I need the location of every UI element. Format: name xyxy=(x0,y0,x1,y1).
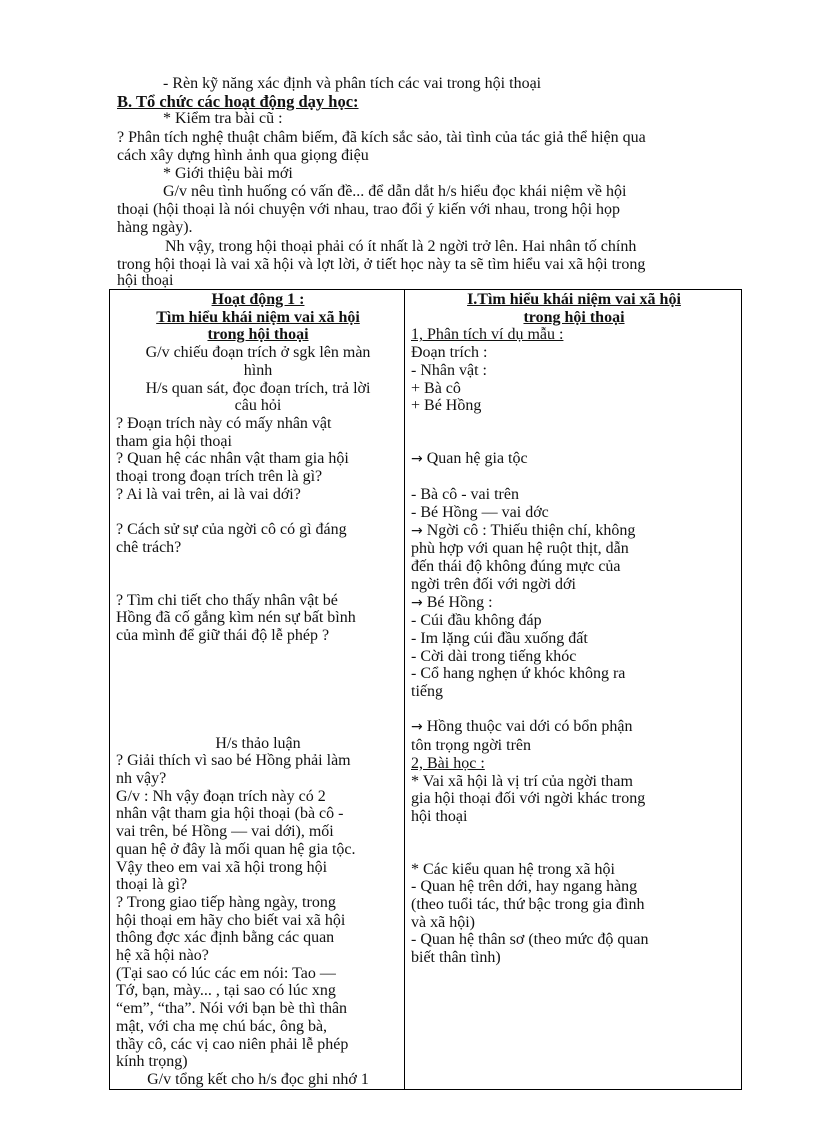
relation-types: * Các kiểu quan hệ trong xã hội xyxy=(411,860,615,878)
section-i-title-cont: trong hội thoại xyxy=(523,308,625,326)
question-2: ? Quan hệ các nhân vật tham gia hội xyxy=(116,450,349,468)
final-step: G/v tổng kết cho h/s đọc ghi nhớ 1 xyxy=(147,1071,369,1088)
explanation-6: kính trọng) xyxy=(116,1053,188,1071)
question-line-1: ? Phân tích nghệ thuật châm biếm, đã kích sắc sảo, tài tình của tác giả thể hiện qua xyxy=(117,129,646,146)
answer-aunt-cont2: đến thái độ không đúng mực của xyxy=(411,558,621,576)
relation-type-2-cont: biết thân tình) xyxy=(411,949,501,967)
arrow-right-icon: → xyxy=(411,450,423,467)
detail-1: - Cúi đầu không đáp xyxy=(411,612,542,630)
role-2: - Bé Hồng — vai dớc xyxy=(411,504,549,522)
section-i-title: I.Tìm hiểu khái niệm vai xã hội xyxy=(467,291,681,308)
summary-line-3: hội thoại xyxy=(117,272,174,289)
teacher-situation-1: G/v nêu tình huống có vấn đề... để dẫn dắt h/s hiểu đọc khái niệm về hội xyxy=(163,183,627,200)
explanation-1: (Tại sao có lúc các em nói: Tao — xyxy=(116,964,336,982)
teacher-summary-5: Vậy theo em vai xã hội trong hội xyxy=(116,858,328,876)
answer-relation: → Quan hệ gia tộc xyxy=(411,449,528,467)
activity-subtitle-2: trong hội thoại xyxy=(207,326,309,344)
question-1-cont: tham gia hội thoại xyxy=(116,432,232,450)
content-column xyxy=(405,290,742,1090)
question-6: ? Giải thích vì sao bé Hồng phải làm xyxy=(116,752,351,770)
detail-2: - Im lặng cúi đầu xuống đất xyxy=(411,629,588,647)
explanation-4: mật, với cha mẹ chú bác, ông bà, xyxy=(116,1017,328,1035)
role-1: - Bà cô - vai trên xyxy=(411,486,519,504)
teacher-summary-4: quan hệ ở đây là mối quan hệ gia tộc. xyxy=(116,840,356,858)
explanation-5: thầy cô, các vị cao niên phải lễ phép xyxy=(116,1035,349,1053)
activity-title: Hoạt động 1 : xyxy=(211,291,305,308)
new-lesson-intro: * Giới thiệu bài mới xyxy=(163,165,293,182)
activity-column xyxy=(110,290,405,1090)
question-2-cont: thoại trong đoạn trích trên là gì? xyxy=(116,468,323,486)
spacer xyxy=(411,701,737,719)
discussion-label: H/s thảo luận xyxy=(215,734,301,752)
summary-line-1: Nh vậy, trong hội thoại phải có ít nhất là 2 ngời trở lên. Hai nhân tố chính xyxy=(165,238,637,255)
spacer xyxy=(411,415,737,450)
answer-aunt-cont3: ngời trên đối với ngời dới xyxy=(411,575,576,593)
subsection-1: 1, Phân tích ví dụ mẫu : xyxy=(411,326,564,344)
explanation-3: “em”, “tha”. Nói với bạn bè thì thân xyxy=(116,1000,348,1018)
relation-type-1-cont: (theo tuổi tác, thứ bậc trong gia đình xyxy=(411,896,645,914)
lesson-table xyxy=(109,289,742,1090)
relation-type-1: - Quan hệ trên dới, hay ngang hàng xyxy=(411,878,638,896)
question-7-cont3: hệ xã hội nào? xyxy=(116,947,209,965)
characters-label: - Nhân vật : xyxy=(411,361,487,379)
spacer xyxy=(411,469,737,487)
section-heading-b: B. Tổ chức các hoạt động dạy học: xyxy=(117,92,359,111)
detail-3: - Cời dài trong tiếng khóc xyxy=(411,647,577,665)
relation-type-1-cont2: và xã hội) xyxy=(411,913,475,931)
question-line-2: cách xây dựng hình ảnh qua giọng điệu xyxy=(117,147,369,164)
answer-aunt-cont: phù hợp với quan hệ ruột thịt, dẫn xyxy=(411,540,629,558)
teacher-situation-2: thoại (hội thoại là nói chuyện với nhau, trao đổi ý kiến với nhau, trong hội họp xyxy=(117,201,621,218)
question-1: ? Đoạn trích này có mấy nhân vật xyxy=(116,414,332,432)
answer-hong: → Bé Hồng : xyxy=(411,593,493,611)
detail-4-cont: tiếng xyxy=(411,683,443,701)
teacher-summary-2: nhân vật tham gia hội thoại (bà cô - xyxy=(116,805,344,823)
arrow-right-icon: → xyxy=(411,522,423,539)
question-5-cont: Hồng đã cố gắng kìm nén sự bất bình xyxy=(116,609,356,627)
spacer xyxy=(116,645,400,735)
student-step: H/s quan sát, đọc đoạn trích, trả lời xyxy=(145,379,371,397)
teacher-situation-3: hàng ngày). xyxy=(117,219,193,236)
question-4-cont: chê trách? xyxy=(116,538,182,556)
question-7-cont: hội thoại em hãy cho biết vai xã hội xyxy=(116,911,346,929)
skill-line: - Rèn kỹ năng xác định và phân tích các vai trong hội thoại xyxy=(163,75,542,92)
activity-subtitle-1: Tìm hiểu khái niệm vai xã hội xyxy=(156,308,360,326)
spacer xyxy=(411,826,737,861)
excerpt-label: Đoạn trích : xyxy=(411,344,488,362)
answer-duty-cont: tôn trọng ngời trên xyxy=(411,737,531,755)
teacher-summary-1: G/v : Nh vậy đoạn trích này có 2 xyxy=(116,787,326,805)
question-4: ? Cách sử sự của ngời cô có gì đáng xyxy=(116,521,347,539)
spacer xyxy=(116,503,400,521)
teacher-summary-3: vai trên, bé Hồng — vai dới), mối xyxy=(116,823,334,841)
definition-1: * Vai xã hội là vị trí của ngời tham xyxy=(411,772,633,790)
arrow-right-icon: → xyxy=(411,719,423,736)
answer-duty: → Hồng thuộc vai dới có bổn phận xyxy=(411,718,633,736)
question-7-cont2: thông đợc xác định bằng các quan xyxy=(116,929,335,947)
teacher-step: G/v chiếu đoạn trích ở sgk lên màn xyxy=(145,344,371,362)
check-old-lesson: * Kiểm tra bài cũ : xyxy=(163,110,283,127)
subsection-2: 2, Bài học : xyxy=(411,754,485,772)
question-3: ? Ai là vai trên, ai là vai dới? xyxy=(116,485,301,503)
detail-4: - Cổ hang nghẹn ứ khóc không ra xyxy=(411,665,626,683)
teacher-summary-6: thoại là gì? xyxy=(116,876,188,894)
spacer xyxy=(116,557,400,592)
question-5: ? Tìm chi tiết cho thấy nhân vật bé xyxy=(116,591,338,609)
student-step-cont: câu hỏi xyxy=(234,397,282,415)
definition-2: gia hội thoại đối với ngời khác trong xyxy=(411,790,646,808)
relation-type-2: - Quan hệ thân sơ (theo mức độ quan xyxy=(411,931,649,949)
character-2: + Bé Hồng xyxy=(411,397,482,415)
question-6-cont: nh vậy? xyxy=(116,770,167,788)
answer-aunt: → Ngời cô : Thiếu thiện chí, không xyxy=(411,521,636,539)
question-5-cont2: của mình để giữ thái độ lễ phép ? xyxy=(116,626,330,644)
question-7: ? Trong giao tiếp hàng ngày, trong xyxy=(116,893,336,911)
teacher-step-cont: hình xyxy=(243,361,273,379)
definition-3: hội thoại xyxy=(411,807,468,825)
character-1: + Bà cô xyxy=(411,379,461,397)
arrow-right-icon: → xyxy=(411,594,423,611)
explanation-2: Tớ, bạn, mày... , tại sao có lúc xng xyxy=(116,982,336,1000)
summary-line-2: trong hội thoại là vai xã hội và lợt lời, ở tiết học này ta sẽ tìm hiểu vai xã hội trong xyxy=(117,256,646,273)
